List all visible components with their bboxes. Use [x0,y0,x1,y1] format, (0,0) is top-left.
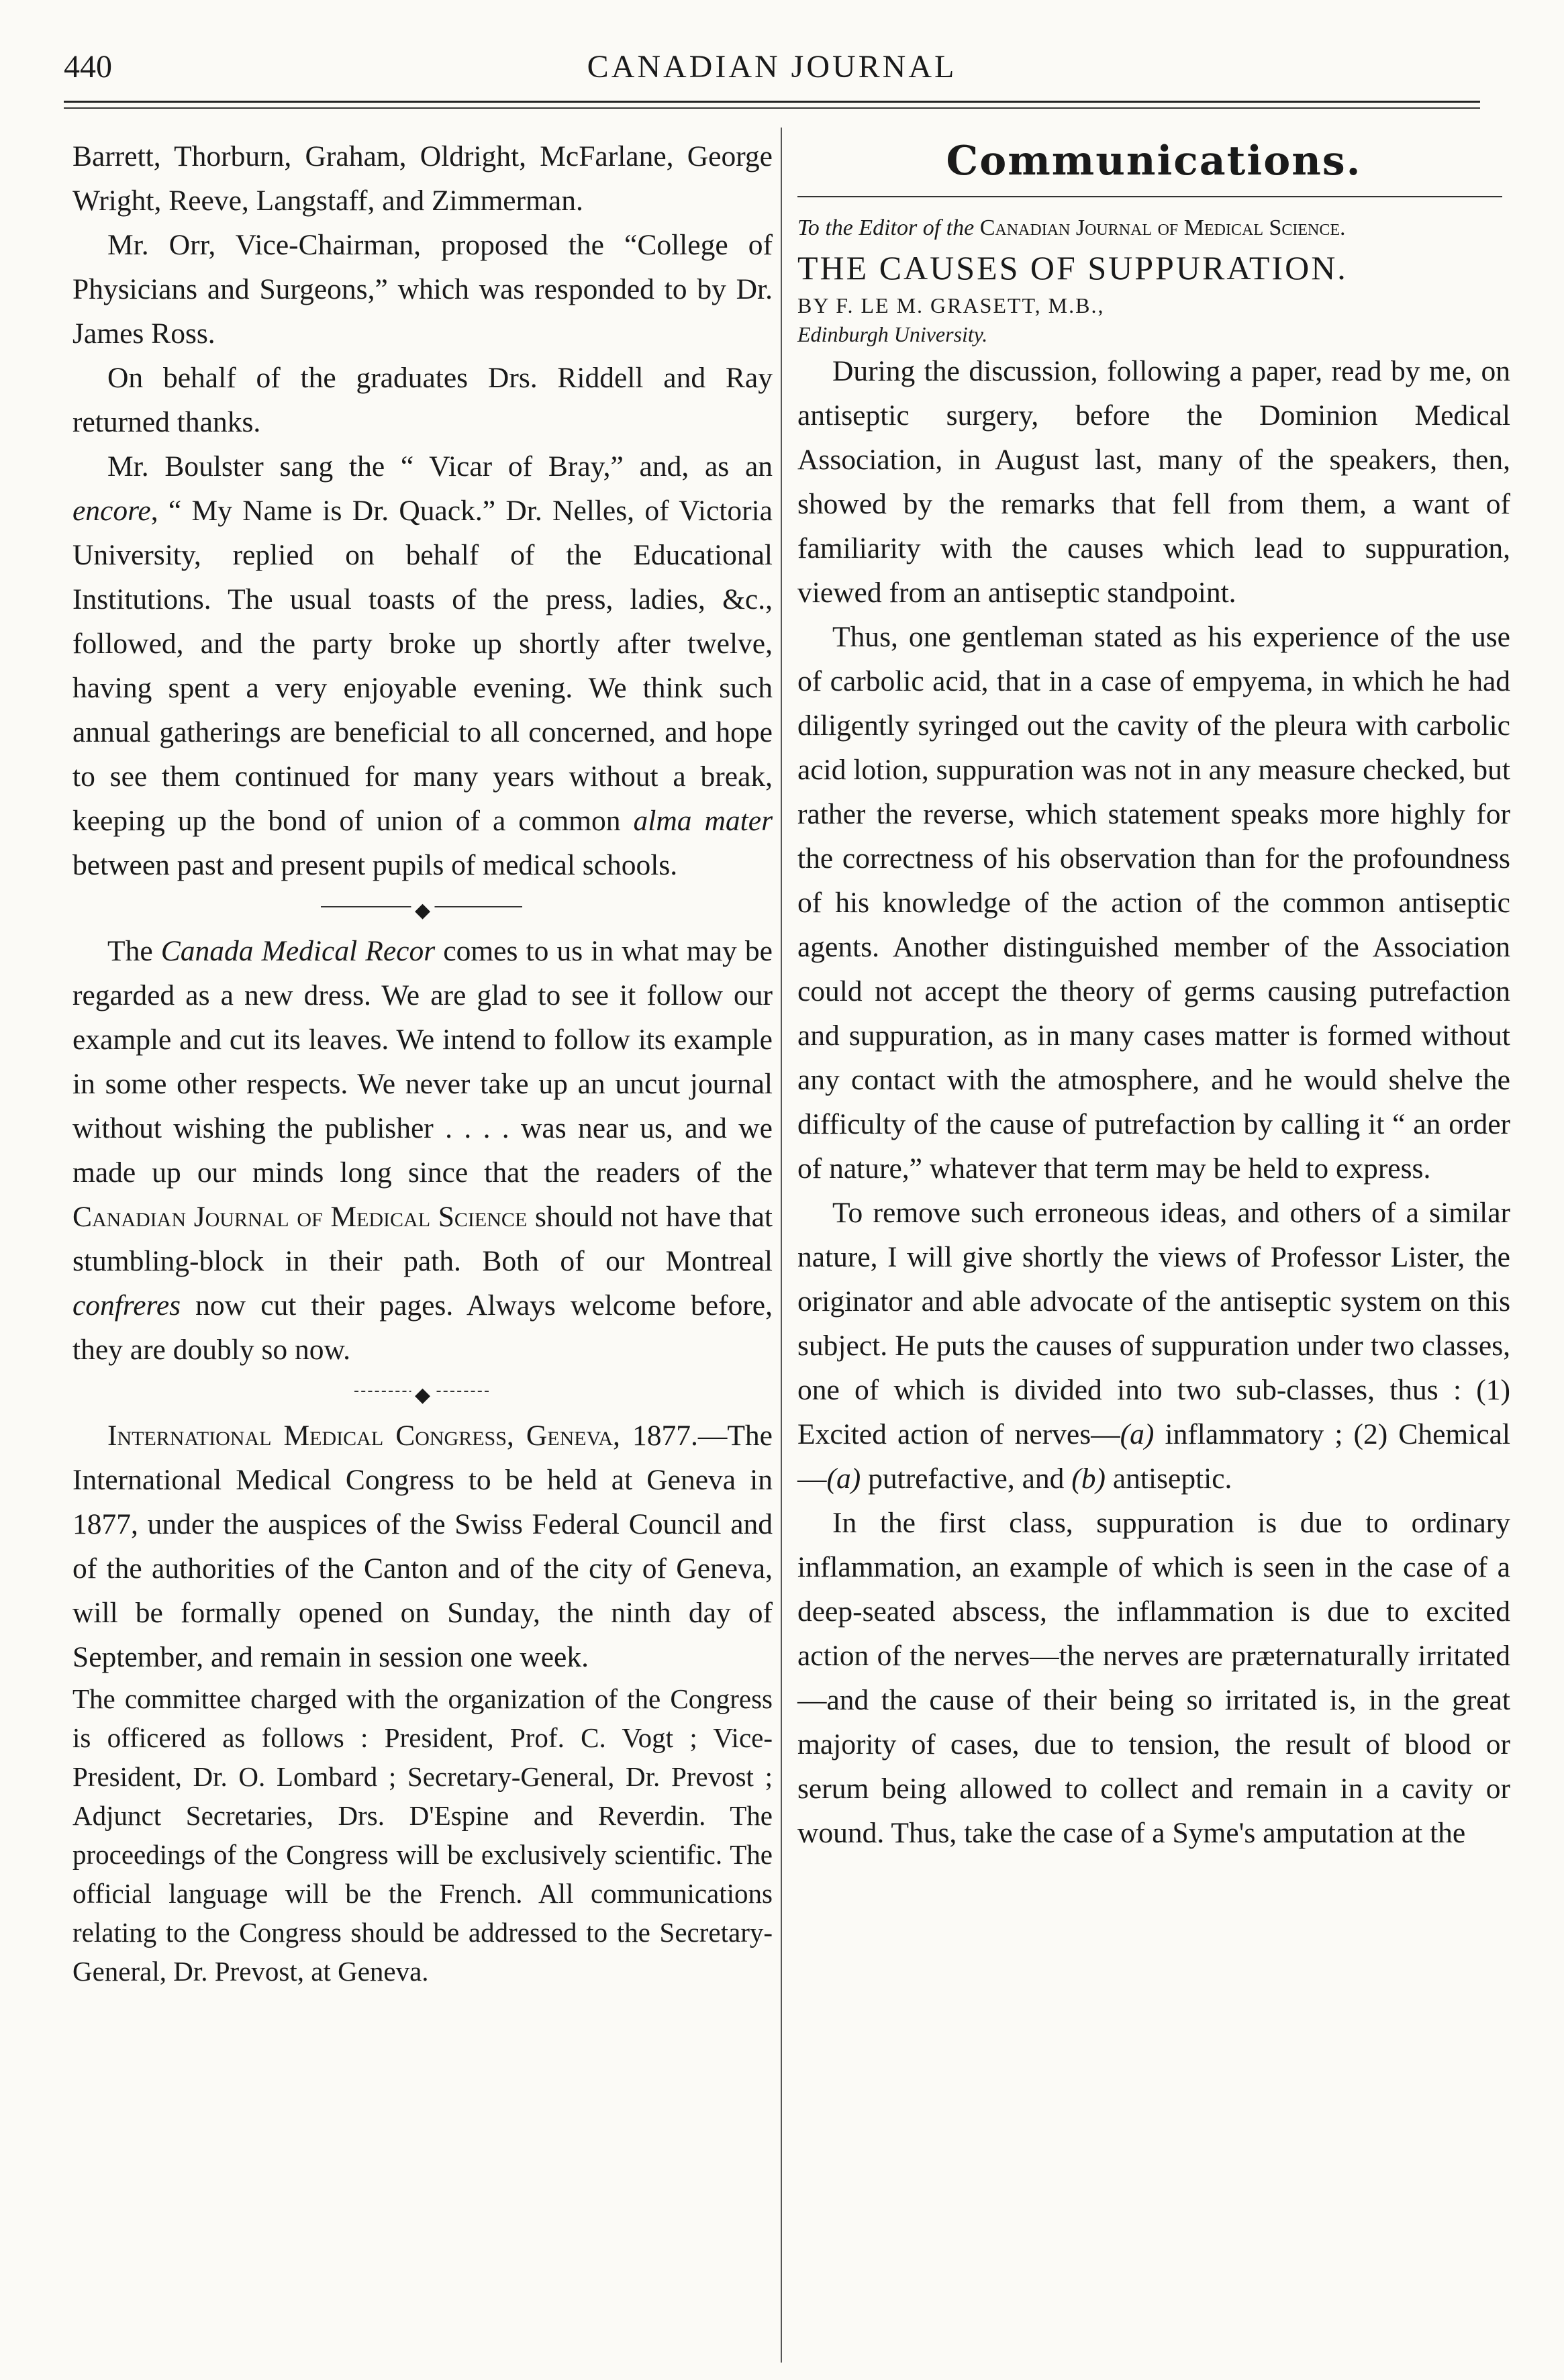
paragraph-congress-geneva: International Medical Congress, Geneva, 1877.—The International Medical Congress to be held at Geneva in 1877, under the auspices of the Swiss Federal Council and of the authorities of the Canton and of the city of Geneva, will be formally opened on Sunday, the ninth day of September, and remain in session one week. [72,1420,773,1673]
paragraph-carbolic-acid: Thus, one gentleman stated as his experience of the use of carbolic acid, that in a case of empyema, in which he had diligently syringed out the cavity of the pleura with carbolic acid lotion, suppuration was not in any measure checked, but rather the reverse, which statement speaks more highly for the correctness of his observation than for the profoundness of his knowledge of the action of the common antiseptic agents. Another distinguished member of the Association could not accept the theory of germs causing putrefaction and suppuration, as in many cases matter is formed without any contact with the atmosphere, and he would shelve the difficulty of the cause of putrefaction by calling it “ an order of nature,” whatever that term may be held to express. [797,621,1510,1185]
paragraph-graduates: On behalf of the graduates Drs. Riddell and Ray returned thanks. [72,362,773,438]
column-divider [781,128,782,2363]
paragraph-first-class: In the first class, suppuration is due to ordinary inflammation, an example of which is seen in the case of a deep-seated abscess, the inflammation is due to excited action of the nerves—the nerves are præternaturally irritated—and the cause of their being so irritated is, in the great majority of cases, due to tension, the result of blood or serum being allowed to collect and remain in a cavity or wound. Thus, take the case of a Syme's amputation at the [797,1507,1510,1849]
author-byline: BY F. LE M. GRASETT, M.B., [797,293,1105,317]
paragraph-toast-college: Mr. Orr, Vice-Chairman, proposed the “College of Physicians and Surgeons,” which was responded to by Dr. James Ross. [72,229,773,350]
header-rule-top [64,101,1480,103]
paragraph-congress-committee: The committee charged with the organization of the Congress is officered as follows : President, Prof. C. Vogt ; Vice-President, Dr. O. Lombard ; Secretary-General, Dr. Prevost ; Adjunct Secretaries, Drs. D'Espine and Reverdin. The proceedings of the Congress will be exclusively scientific. The official language will be the French. All communications relating to the Congress should be addressed to the Secretary-General, Dr. Prevost, at Geneva. [72,1683,773,1987]
running-head: CANADIAN JOURNAL [587,49,957,85]
page-number: 440 [64,49,112,85]
author-affiliation: Edinburgh University. [797,322,988,346]
paragraph-entertainment: Mr. Boulster sang the “ Vicar of Bray,” and, as an encore, “ My Name is Dr. Quack.” Dr. Nelles, of Victoria University, replied on behalf of the Educational Institutions. The usual toasts of the press, ladies, &c., followed, and the party broke up shortly after twelve, having spent a very enjoyable evening. We think such annual gatherings are beneficial to all concerned, and hope to see them continued for many years without a break, keeping up the bond of union of a common alma mater between past and present pupils of medical schools. [72,450,773,881]
editor-address: To the Editor of the Canadian Journal of Medical Science. [797,215,1346,240]
paragraph-attendees: Barrett, Thorburn, Graham, Oldright, McFarlane, George Wright, Reeve, Langstaff, and Zimmerman. [72,140,773,217]
page-header [64,48,1480,95]
left-column [72,134,773,1991]
right-column [797,134,1510,1855]
paragraph-canada-medical-record: The Canada Medical Recor comes to us in what may be regarded as a new dress. We are glad to see it follow our example and cut its leaves. We intend to follow its example in some other respects. We never take up an uncut journal without wishing the publisher . . . . was near us, and we made up our minds long since that the readers of the Canadian Journal of Medical Science should not have that stumbling-block in their path. Both of our Montreal confreres now cut their pages. Always welcome before, they are doubly so now. [72,935,773,1366]
header-rule-bottom [64,107,1480,109]
paragraph-lister-views: To remove such erroneous ideas, and others of a similar nature, I will give shortly the views of Professor Lister, the originator and able advocate of the antiseptic system on this subject. He puts the causes of suppuration under two classes, one of which is divided into two sub-classes, thus : (1) Excited action of nerves—(a) inflammatory ; (2) Chemical—(a) putrefactive, and (b) antiseptic. [797,1197,1511,1495]
section-ornament: ◆ [72,887,773,929]
section-ornament: ◆ [72,1372,773,1414]
heading-rule [797,196,1502,197]
article-title: THE CAUSES OF SUPPURATION. [797,249,1348,287]
section-heading: Communications. [946,138,1362,185]
paragraph-discussion: During the discussion, following a paper, read by me, on antiseptic surgery, before the Dominion Medical Association, in August last, many of the speakers, then, showed by the remarks that fell from them, a want of familiarity with the causes which lead to suppuration, viewed from an antiseptic standpoint. [797,355,1510,609]
